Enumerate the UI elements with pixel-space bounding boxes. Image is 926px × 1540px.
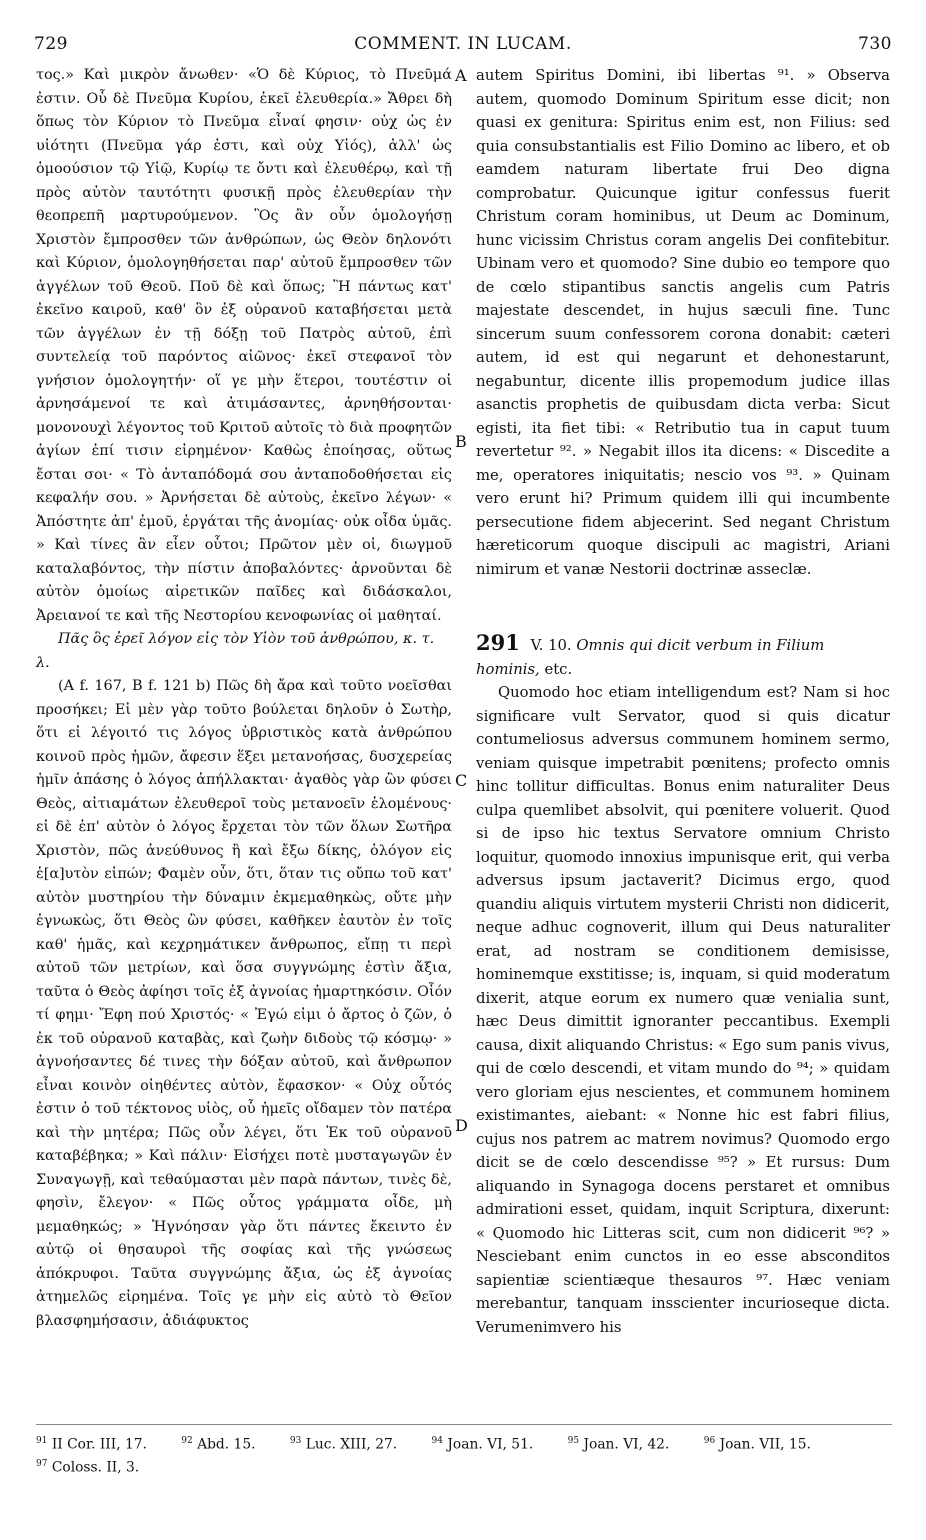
margin-letter-d: D xyxy=(455,1116,468,1135)
latin-text-part2: Quomodo hoc etiam intelligendum est? Nam si hoc significare vult Servator, quod si quis dicatur contumeliosus adversus communem hominem sermo, veniam quisque impetrabit pœnitens; profecto omnis hinc tollitur difficultas. Bonus enim naturaliter Deus culpa quemlibet absolvit, qui pœnitere voluerit. Quod si de ipso hic textus Servatore omnium Christo loquitur, quomodo innoxius impunisque erit, qui verba adversus ipsum jactaverit? Dicimus ergo, quod quandiu aliquis virtutem mysterii Christi non didicerit, neque adhuc cognoverit, illum qui Deus naturaliter erat, ad nostram se conditionem demisisse, hominemque exstitisse; is, inquam, si quid moderatum dixerit, atque eorum ex numero quæ venialia sunt, hæc Deus dimittit ignoranter peccantibus. Exempli causa, dixit aliquando Christus: « Ego sum panis vivus, qui de cœlo descendi, et vitam mundo do ⁹⁴; » quidam vero gloriam ejus nescientes, et communem hominem existimantes, aiebant: « Nonne hic est fabri filius, cujus nos patrem ac matrem novimus? Quomodo ergo dicit se de cœlo descendisse ⁹⁵? » Et rursus: Dum aliquando in Synagoga docens perstaret et omnibus admirationi esset, quidam, inquit Scriptura, dixerunt: « Quomodo hic Litteras scit, cum non didicerit ⁹⁶? » Nesciebant enim cunctos in eo esse absconditos sapientiæ scientiæque thesauros ⁹⁷. Hæc veniam merebantur, tanquam insscienter incurioseque dicta. Verumenimvero his xyxy=(476,684,890,1336)
latin-text-part1: autem Spiritus Domini, ibi libertas ⁹¹. » Observa autem, quomodo Dominum Spiritum esse dicit; non quasi ex genitura: Spiritus enim est, non Filius: sed quia consubstantialis est Filio Domino ac libero, et ob eamdem naturam libertate frui Deo digna comprobatur. Quicunque igitur confessus fuerit Christum coram hominibus, ut Deum ac Dominum, hunc vicissim Christus coram angelis Dei confitebitur. Ubinam vero et quomodo? Sine dubio eo tempore quo de cœlo stipantibus sanctis angelis cum Patris majestate descendet, in hujus sæculi fine. Tunc sincerum suum confessorem corona donabit: cæteri autem, id est qui negarunt et dehonestarunt, negabuntur, dicente illis propemodum judice illas asanctis prophetis de quibusdam dicta verba: Sicut egisti, ita fiet tibi: « Retributio tua in caput tuum revertetur ⁹². » Negabit illos ita dicens: « Discedite a me, operatores iniquitatis; nescio vos ⁹³. » Quinam vero erunt hi? Primum quidem illi qui incumbente persecutione fidem abjecerint. Sed negant Christum hæreticorum quoque discipuli ac magistri, Ariani nimirum et vanæ Nestorii doctrinæ asseclæ. xyxy=(476,67,890,578)
margin-letter-c: C xyxy=(455,771,468,790)
footnote: $^{96}$ Joan. VII, 15. xyxy=(703,1436,811,1453)
page-header xyxy=(34,34,892,58)
chapter-verse-ref: V. 10. xyxy=(530,637,572,654)
margin-letter-b: B xyxy=(455,432,467,451)
footnotes xyxy=(36,1432,892,1477)
chapter-title: Omnis qui dicit verbum in Filium hominis, xyxy=(476,637,825,678)
greek-lemma-heading: Πᾶς ὃς ἐρεῖ λόγον εἰς τὸν Υἱὸν τοῦ ἀνθρώπου, κ. τ. λ. xyxy=(36,631,435,671)
chapter-heading xyxy=(476,631,890,681)
running-title: COMMENT. IN LUCAM. xyxy=(354,34,572,54)
footnote: $^{97}$ Coloss. II, 3. xyxy=(36,1458,140,1476)
margin-letter-a: A xyxy=(455,66,467,85)
footnote: $^{93}$ Luc. XIII, 27. xyxy=(289,1436,398,1453)
footnote: $^{92}$ Abd. 15. xyxy=(181,1436,256,1453)
chapter-etc: etc. xyxy=(544,660,573,678)
greek-text-part1: τος.» Καὶ μικρὸν ἄνωθεν· «Ὁ δὲ Κύριος, τὸ Πνεῦμά ἐστιν. Οὗ δὲ Πνεῦμα Κυρίου, ἐκεῖ ἐλευθερία.» Ἄθρει δὴ ὅπως τὸν Κύριον τὸ Πνεῦμα εἶναί φησιν· οὐχ ὡς ἐν υἱότητι (Πνεῦμα γάρ ἐστι, καὶ οὐχ Υἱός), ἀλλ' ὡς ὁμοούσιον τῷ Υἱῷ, Κυρίῳ τε ὄντι καὶ ἐλευθέρῳ, καὶ τῇ πρὸς αὐτὸν ταυτότητι φυσικῇ πρὸς ἐλευθερίαν τὴν θεοπρεπῆ μαρτυρούμενον. Ὃς ἂν οὖν ὁμολογήσῃ Χριστὸν ἔμπροσθεν τῶν ἀνθρώπων, ὡς Θεὸν δηλονότι καὶ Κύριον, ὁμολογηθήσεται παρ' αὐτοῦ ἔμπροσθεν τῶν ἀγγέλων τοῦ Θεοῦ. Ποῦ δὲ καὶ ὅπως; Ἢ πάντως κατ' ἐκεῖνο καιροῦ, καθ' ὃν ἐξ οὐρανοῦ καταβήσεται μετὰ τῶν ἀγγέλων ἐν τῇ δόξῃ τοῦ Πατρὸς αὐτοῦ, ἐπὶ συντελείᾳ τοῦ παρόντος αἰῶνος· ἐκεῖ στεφανοῖ τὸν γνήσιον ὁμολογητήν· οἵ γε μὴν ἕτεροι, τουτέστιν οἱ ἀρνησάμενοί τε καὶ ἀτιμάσαντες, ἀρνηθήσονται· μονονουχὶ λέγοντος τοῦ Κριτοῦ αὐτοῖς τὸ διὰ προφητῶν ἁγίων ἐπί τισιν εἰρημένον· Καθὼς ἐποίησας, οὕτως ἔσται σοι· « Τὸ ἀνταπόδομά σου ἀνταποδοθήσεται εἰς κεφαλήν σου. » Ἀρνήσεται δὲ αὐτοὺς, ἐκεῖνο λέγων· « Ἀπόστητε ἀπ' ἐμοῦ, ἐργάται τῆς ἀνομίας· οὐκ οἶδα ὑμᾶς. » Καὶ τίνες ἂν εἶεν οὗτοι; Πρῶτον μὲν οἱ, διωγμοῦ καταλαβόντος, τὴν πίστιν ἀποβαλόντες· ἀρνοῦνται δὲ αὐτὸν ὁμοίως αἱρετικῶν παῖδες καὶ διδάσκαλοι, Ἀρειανοί τε καὶ τῆς Νεστορίου κενοφωνίας οἱ μαθηταί. xyxy=(36,67,452,624)
footnote: $^{94}$ Joan. VI, 51. xyxy=(431,1436,534,1453)
footnote: $^{95}$ Joan. VI, 42. xyxy=(567,1436,670,1453)
chapter-number: 291 xyxy=(476,630,520,655)
footnote: $^{91}$ II Cor. III, 17. xyxy=(36,1436,147,1453)
page-number-right: 730 xyxy=(858,34,892,54)
page-number-left: 729 xyxy=(34,34,68,54)
greek-text-part2: (A f. 167, B f. 121 b) Πῶς δὴ ἄρα καὶ τοῦτο νοεῖσθαι προσήκει; Εἰ μὲν γὰρ τοῦτο βούλεται δηλοῦν ὁ Σωτὴρ, ὅτι εἰ λέγοιτό τις λόγος ὑβριστικὸς κατὰ ἀνθρώπου κοινοῦ πρὸς ἡμῶν, ἄφεσιν ἕξει μετανοήσας, δυσχερείας ἡμῖν ἁπάσης ὁ λόγος ἀπήλλακται· ἀγαθὸς γὰρ ὢν φύσει Θεὸς, αἰτιαμάτων ἐλευθεροῖ τοὺς μετανοεῖν ἑλομένους· εἰ δὲ ἐπ' αὐτὸν ὁ λόγος ἔρχεται τὸν τῶν ὅλων Σωτῆρα Χριστὸν, πῶς ἀνεύθυνος ἢ καὶ ἔξω δίκης, ὁλόγον εἰς ἑ[α]υτὸν εἰπών; Φαμὲν οὖν, ὅτι, ὅταν τις οὔπω τοῦ κατ' αὐτὸν μυστηρίου τὴν δύναμιν ἐκμεμαθηκὼς, οὔτε μὴν ἐγνωκὼς, ὅτι Θεὸς ὢν φύσει, καθῆκεν ἑαυτὸν ἐν τοῖς καθ' ἡμᾶς, καὶ κεχρημάτικεν ἄνθρωπος, εἴπῃ τι περὶ αὐτοῦ τῶν μετρίων, καὶ ὅσα συγγνώμης ἐστὶν ἄξια, ταῦτα ὁ Θεὸς ἀφίησι τοῖς ἐξ ἀγνοίας ἡμαρτηκόσιν. Οἷόν τί φημι· Ἔφη πού Χριστός· « Ἐγώ εἰμι ὁ ἄρτος ὁ ζῶν, ὁ ἐκ τοῦ οὐρανοῦ καταβὰς, καὶ ζωὴν διδοὺς τῷ κόσμῳ· » ἀγνοήσαντες δέ τινες τὴν δόξαν αὐτοῦ, καὶ ἄνθρωπον εἶναι κοινὸν οἰηθέντες αὐτὸν, ἔφασκον· « Οὐχ οὗτός ἐστιν ὁ τοῦ τέκτονος υἱὸς, οὗ ἡμεῖς οἴδαμεν τὸν πατέρα καὶ τὴν μητέρα; Πῶς οὖν λέγει, ὅτι Ἐκ τοῦ οὐρανοῦ καταβέβηκα; » Καὶ πάλιν· Εἰσήχει ποτὲ μυσταγωγῶν ἐν Συναγωγῇ, καὶ τεθαύμασται μὲν παρὰ πάντων, τινὲς δὲ, φησὶν, ἔλεγον· « Πῶς οὗτος γράμματα οἶδε, μὴ μεμαθηκώς; » Ἠγνόησαν γὰρ ὅτι πάντες ἔκειντο ἐν αὐτῷ οἱ θησαυροὶ τῆς σοφίας καὶ τῆς γνώσεως ἀπόκρυφοι. Ταῦτα συγγνώμης ἄξια, ὡς ἐξ ἀγνοίας ἀτημελῶς εἰρημένα. Τοῖς γε μὴν εἰς αὐτὸ τὸ Θεῖον βλασφημήσασιν, ἀδιάφυκτος xyxy=(36,678,452,1329)
greek-column xyxy=(36,64,452,1333)
footnote-divider xyxy=(36,1424,892,1425)
latin-column xyxy=(476,64,890,1339)
